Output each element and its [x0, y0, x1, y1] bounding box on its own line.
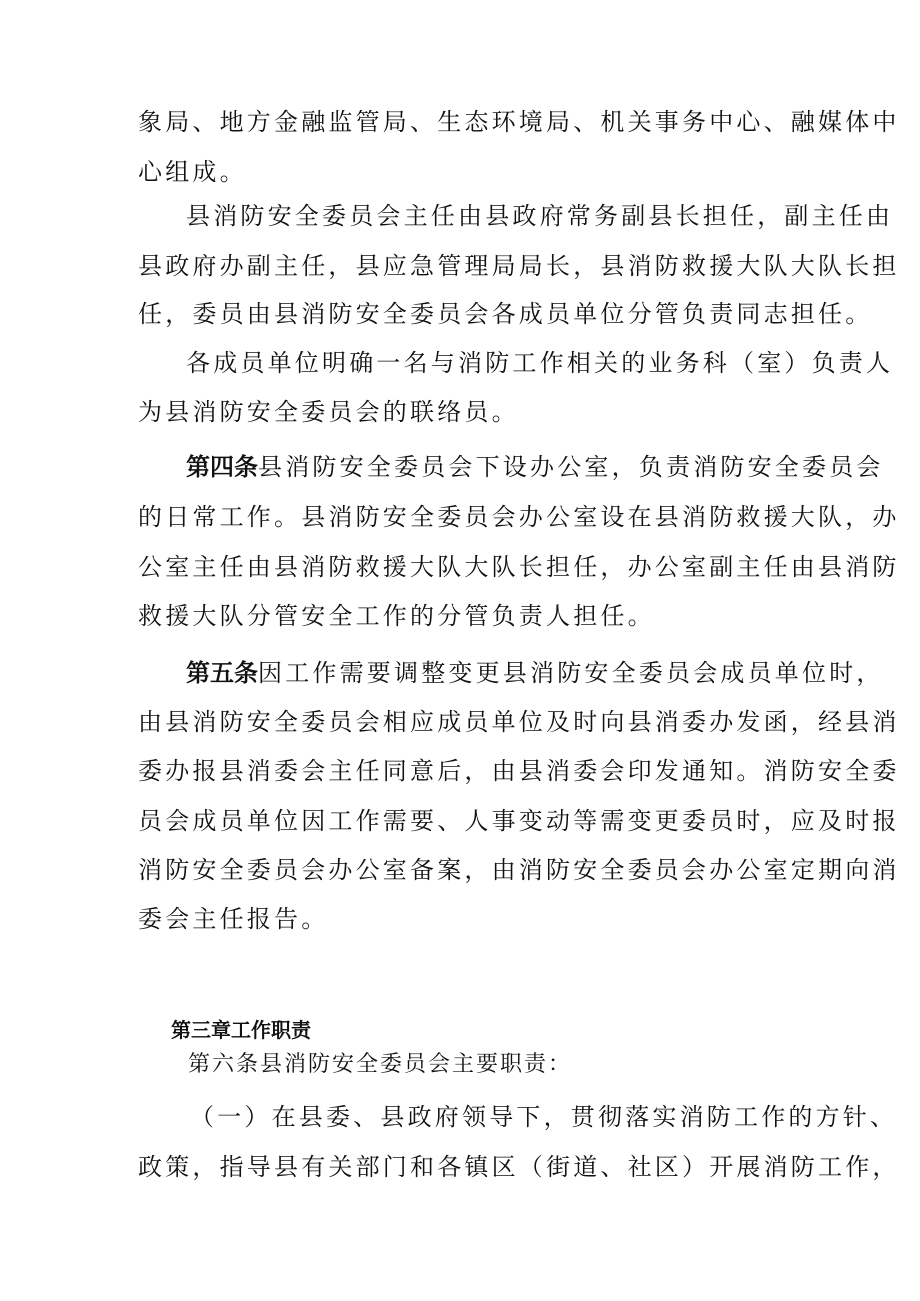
chapter-title: 第三章工作职责 [171, 1018, 311, 1042]
article5-line3: 委办报县消委会主任同意后，由县消委会印发通知。消防安全委 [138, 757, 900, 785]
article5-text: 因工作需要调整变更县消防安全委员会成员单位时， [258, 659, 884, 687]
article5-line1 [186, 658, 884, 688]
para2-line2: 县政府办副主任，县应急管理局局长，县消防救援大队大队长担 [138, 252, 900, 280]
para1-line1: 象局、地方金融监管局、生态环境局、机关事务中心、融媒体中 [138, 108, 900, 136]
article4-text: 县消防安全委员会下设办公室，负责消防安全委员会 [258, 453, 884, 481]
article5-line6: 委会主任报告。 [138, 905, 329, 933]
para1-line2: 心组成。 [138, 158, 247, 186]
article4-line2: 的日常工作。县消防安全委员会办公室设在县消防救援大队，办 [138, 503, 900, 531]
article4-label: 第四条 [186, 453, 258, 481]
item1-line2: 政策，指导县有关部门和各镇区（街道、社区）开展消防工作， [138, 1153, 900, 1181]
article5-label: 第五条 [186, 659, 258, 687]
article4-line3: 公室主任由县消防救援大队大队长担任，办公室副主任由县消防 [138, 553, 900, 581]
article5-line5: 消防安全委员会办公室备案，由消防安全委员会办公室定期向消 [138, 856, 900, 884]
para2-line1: 县消防安全委员会主任由县政府常务副县长担任，副主任由 [186, 202, 894, 230]
article5-line2: 由县消防安全委员会相应成员单位及时向县消委办发函，经县消 [138, 708, 900, 736]
para3-line2: 为县消防安全委员会的联络员。 [138, 398, 519, 426]
item1-line1: （一）在县委、县政府领导下，贯彻落实消防工作的方针、 [190, 1103, 898, 1131]
article4-line4: 救援大队分管安全工作的分管负责人担任。 [138, 602, 655, 630]
para3-line1: 各成员单位明确一名与消防工作相关的业务科（室）负责人 [186, 349, 894, 377]
para2-line3: 任，委员由县消防安全委员会各成员单位分管负责同志担任。 [138, 300, 873, 328]
article4-line1 [186, 452, 884, 482]
article6-line: 第六条县消防安全委员会主要职责： [188, 1052, 573, 1077]
article5-line4: 员会成员单位因工作需要、人事变动等需变更委员时，应及时报 [138, 807, 900, 835]
